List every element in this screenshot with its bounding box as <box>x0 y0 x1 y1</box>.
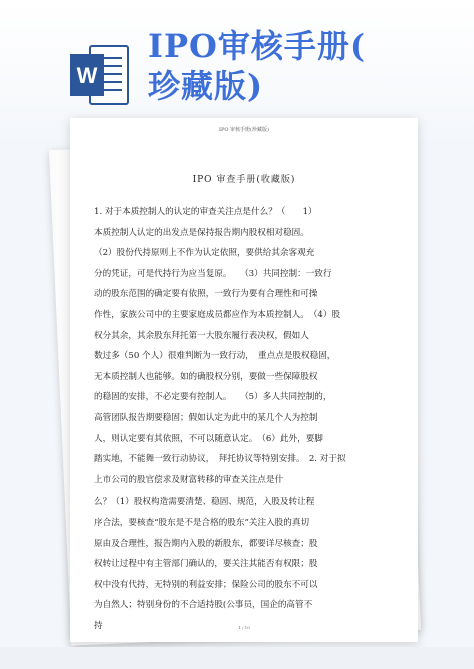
banner-title-line2: 珍藏版) <box>148 67 264 105</box>
body-line: 么？（1）股权构造需要清楚、稳固、规范，入股及转让程 <box>94 497 315 508</box>
body-line: 序合法，要核查“股东是不是合格的股东”关注入股的真切 <box>94 517 310 528</box>
svg-text:W: W <box>76 63 98 88</box>
body-line: （2）股份代持原则上不作为认定依照，要供给其余客观充 <box>94 248 315 259</box>
running-header: IPO 审核手册(珍藏版) <box>219 127 269 133</box>
body-line: 为自然人；特别身份的不合适持股(公事员，国企的高管不 <box>94 600 313 611</box>
page-number: 1 / 10 <box>238 625 250 630</box>
body-line: 原由及合理性，报告期内入股的新股东，都要详尽核查；股 <box>94 538 318 549</box>
body-line: 无本质控制人也能够。如的确股权分别，要做一些保障股权 <box>94 371 318 382</box>
body-line: 权中没有代持，无特别的利益安排；保险公司的股东不可以 <box>94 579 318 590</box>
footer-strip <box>0 647 474 669</box>
body-line: 数过多（50 个人）很难判断为一致行动， 重点点是股权稳固， <box>94 351 336 362</box>
body-line: 踏实地，不能舞一致行动协议， 拜托协议等特别安排。 2. 对于拟 <box>94 454 346 465</box>
banner-title-line1: IPO审核手册( <box>148 27 367 65</box>
body-line: 1. 对于本质控制人的认定的审查关注点是什么？（ 1） <box>94 207 317 217</box>
body-line: 上市公司的股官偿求及财富转移的审查关注点是什 <box>94 474 284 485</box>
document-title: IPO 审查手册(收藏版) <box>192 175 296 185</box>
document-page <box>70 118 418 642</box>
body-line: 权分其余，其余股东拜托第一大股东履行表决权，假如人 <box>94 330 309 341</box>
word-document-icon <box>68 42 130 108</box>
document-body <box>94 202 386 636</box>
body-line: 人，则认定要有其依照，不可以随意认定。 （6）此外，要脚 <box>94 433 323 444</box>
banner-title <box>148 26 448 106</box>
body-line: 的稳固的安排，不必定要有控制人。 （5）多人共同控制的， <box>94 392 332 403</box>
body-line: 作性，家族公司中的主要家庭成员都应作为本质控制人。 （4）股 <box>94 309 341 320</box>
body-line: 高管团队报告期要稳固；假如认定为此中的某几个人为控制 <box>94 412 318 423</box>
body-line: 分的凭证，可是代持行为应当复原。 （3）共同控制：一致行 <box>94 268 332 279</box>
body-line: 持 <box>94 620 103 631</box>
body-line: 权转让过程中有主管部门确认的，要关注其能否有权限；股 <box>94 559 318 570</box>
body-line: 动的股东范围的确定要有依照，一致行为要有合理性和可操 <box>94 289 318 300</box>
body-line: 本质控制人认定的出发点是保持报告期内股权相对稳固。 <box>94 227 309 238</box>
